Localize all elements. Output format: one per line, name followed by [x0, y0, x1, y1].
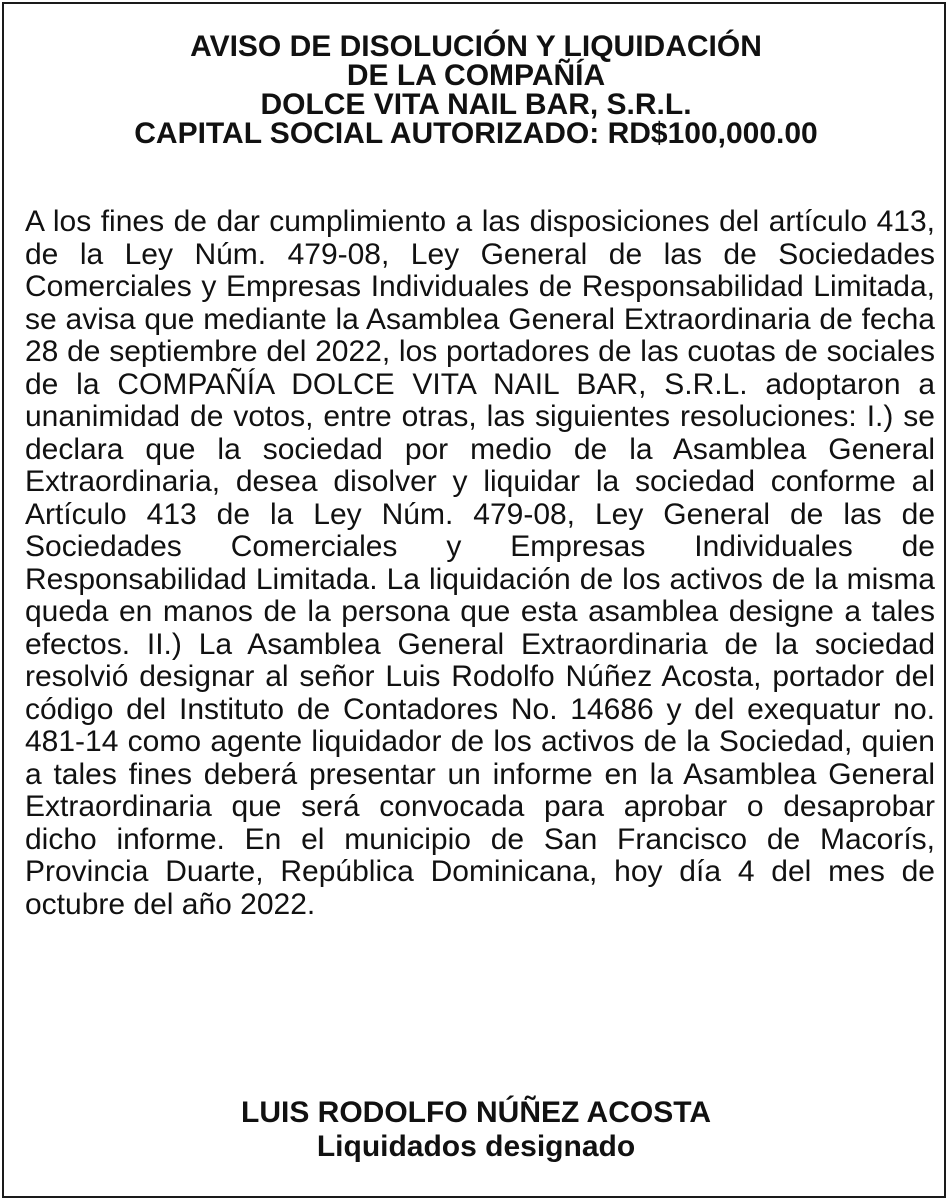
title-line-1: AVISO DE DISOLUCIÓN Y LIQUIDACIÓN [190, 30, 762, 63]
legal-notice [2, 2, 946, 1198]
capital-line: CAPITAL SOCIAL AUTORIZADO: RD$100,000.00 [134, 117, 818, 150]
title-line-2: DE LA COMPAÑÍA [346, 59, 606, 92]
notice-heading [4, 32, 948, 148]
notice-body: A los fines de dar cumplimiento a las disposiciones del artículo 413, de la Ley Núm. 479-08, Ley General de las de Sociedades Comerciales y Empresas Individuales de Responsabilidad Limitada, se avisa que mediante la Asamblea General Extraordinaria de fecha 28 de septiembre del 2022, los portadores de las cuotas de sociales de la COMPAÑÍA DOLCE VITA NAIL BAR, S.R.L. adoptaron a unanimidad de votos, entre otras, las siguientes resoluciones: I.) se declara que la sociedad por medio de la Asamblea General Extraordinaria, desea disolver y liquidar la sociedad conforme al Artículo 413 de la Ley Núm. 479-08, Ley General de las de Sociedades Comerciales y Empresas Individuales de Responsabilidad Limitada. La liquidación de los activos de la misma queda en manos de la persona que esta asamblea designe a tales efectos. II.) La Asamblea General Extraordinaria de la sociedad resolvió designar al señor Luis Rodolfo Núñez Acosta, portador del código del Instituto de Contadores No. 14686 y del exequatur no. 481-14 como agente liquidador de los activos de la Sociedad, quien a tales fines deberá presentar un informe en la Asamblea General Extraordinaria que será convocada para aprobar o desaprobar dicho informe. En el municipio de San Francisco de Macorís, Provincia Duarte, República Dominicana, hoy día 4 del mes de octubre del año 2022. [25, 205, 935, 921]
signer-role: Liquidados designado [316, 1130, 636, 1163]
signer-name: LUIS RODOLFO NÚÑEZ ACOSTA [241, 1096, 711, 1129]
company-name: DOLCE VITA NAIL BAR, S.R.L. [260, 88, 692, 121]
signature-block [4, 1096, 948, 1164]
